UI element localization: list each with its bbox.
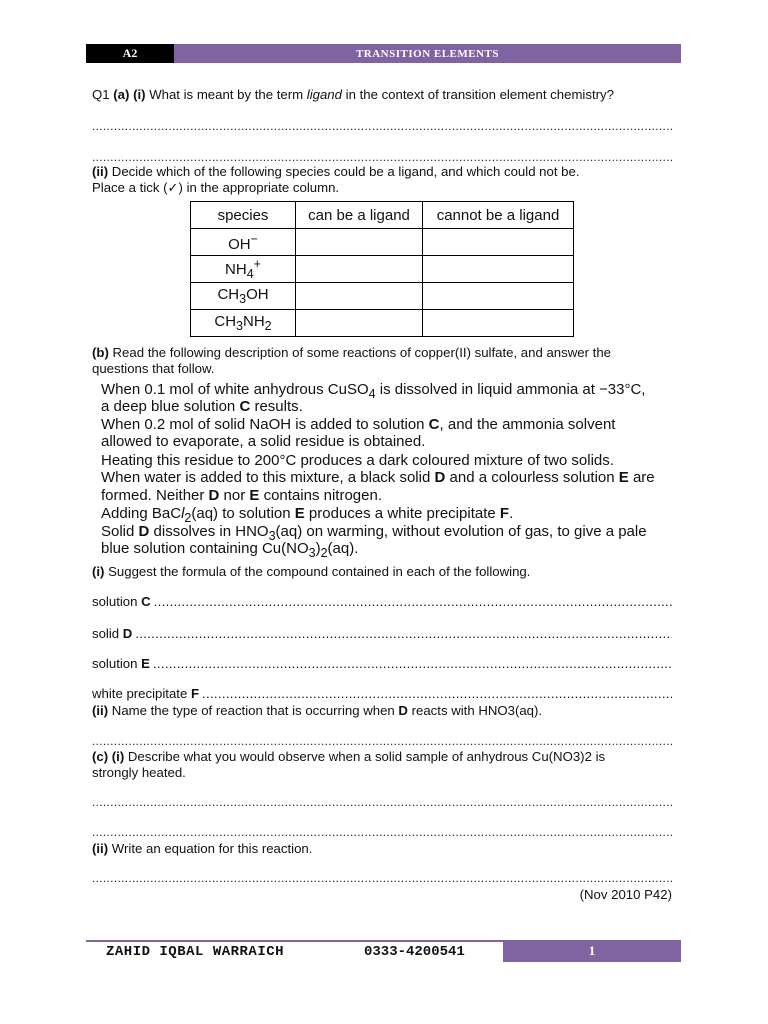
table-row <box>191 310 574 337</box>
tick-cell-cannot[interactable] <box>423 229 574 256</box>
table-row <box>191 229 574 256</box>
header-species: species <box>191 202 296 229</box>
answer-line[interactable] <box>92 120 672 132</box>
species-cell: $CH_3NH_2$ <box>191 310 296 337</box>
answer-solid-d[interactable]: solid D ..... <box>92 626 672 642</box>
level-badge: A2 <box>86 44 174 63</box>
source-reference: (Nov 2010 P42) <box>579 887 672 902</box>
species-cell: OH− <box>191 229 296 256</box>
description-line: When 0.2 mol of solid NaOH is added to solution C, and the ammonia solvent <box>101 416 616 433</box>
description-line: blue solution containing $Cu(NO_3)_2(aq)$. <box>101 540 359 560</box>
description-line: When 0.1 mol of white anhydrous CuSO$_4$ is dissolved in liquid ammonia at −33°C, <box>101 381 646 401</box>
part-c-i-question-2: strongly heated. <box>92 765 186 780</box>
table-row <box>191 256 574 283</box>
tick-cell-can[interactable] <box>296 229 423 256</box>
part-c-ii-question: (ii) Write an equation for this reaction. <box>92 841 313 856</box>
answer-line[interactable] <box>92 151 672 163</box>
tick-cell-cannot[interactable] <box>423 310 574 337</box>
description-line: formed. Neither D nor E contains nitrogen. <box>101 487 382 504</box>
species-cell: $CH_3OH$ <box>191 283 296 310</box>
part-b-intro-2: questions that follow. <box>92 361 215 376</box>
answer-line[interactable] <box>92 735 672 747</box>
tick-cell-can[interactable] <box>296 310 423 337</box>
answer-solution-c[interactable]: solution C ..... <box>92 594 672 610</box>
tick-cell-cannot[interactable] <box>423 283 574 310</box>
page-footer <box>86 940 681 962</box>
description-line: Solid D dissolves in $HNO_3(aq)$ on warming, without evolution of gas, to give a pale <box>101 523 647 543</box>
table-header-row <box>191 202 574 229</box>
description-line: allowed to evaporate, a solid residue is obtained. <box>101 433 426 450</box>
description-line: a deep blue solution C results. <box>101 398 303 415</box>
tick-cell-can[interactable] <box>296 283 423 310</box>
page-header <box>86 44 681 63</box>
species-cell: $NH_4^+$ <box>191 256 296 283</box>
part-b-ii-question: (ii) Name the type of reaction that is occurring when D reacts with HNO3(aq). <box>92 703 543 718</box>
tick-cell-can[interactable] <box>296 256 423 283</box>
header-can-be-ligand: can be a ligand <box>296 202 423 229</box>
part-b-i-question: (i) Suggest the formula of the compound contained in each of the following. <box>92 564 531 579</box>
part-b-intro: (b) Read the following description of some reactions of copper(II) sulfate, and answer the <box>92 345 611 360</box>
page-number: 1 <box>503 940 681 962</box>
answer-line[interactable] <box>92 796 672 808</box>
ligand-table <box>190 201 574 337</box>
q1-a-i-question: Q1 (a) (i) What is meant by the term ligand in the context of transition element chemistry? <box>92 87 614 102</box>
answer-solution-e[interactable]: solution E ..... <box>92 656 672 672</box>
tick-cell-cannot[interactable] <box>423 256 574 283</box>
answer-line[interactable] <box>92 872 672 884</box>
topic-title: TRANSITION ELEMENTS <box>174 44 681 63</box>
author-name: ZAHID IQBAL WARRAICH <box>106 944 285 960</box>
description-line: When water is added to this mixture, a black solid D and a colourless solution E are <box>101 469 655 486</box>
answer-white-precipitate-f[interactable]: white precipitate F ..... <box>92 686 672 702</box>
q1-a-ii-instruction-2: Place a tick (✓) in the appropriate column. <box>92 180 340 195</box>
q1-a-ii-instruction: (ii) Decide which of the following species could be a ligand, and which could not be. <box>92 164 580 179</box>
author-phone: 0333-4200541 <box>364 944 465 960</box>
part-c-i-question: (c) (i) Describe what you would observe when a solid sample of anhydrous Cu(NO3)2 is <box>92 749 606 764</box>
answer-line[interactable] <box>92 826 672 838</box>
description-line: Heating this residue to 200°C produces a dark coloured mixture of two solids. <box>101 452 614 469</box>
description-line: Adding BaCl$_2$(aq) to solution E produces a white precipitate F. <box>101 505 514 525</box>
table-row <box>191 283 574 310</box>
header-cannot-be-ligand: cannot be a ligand <box>423 202 574 229</box>
